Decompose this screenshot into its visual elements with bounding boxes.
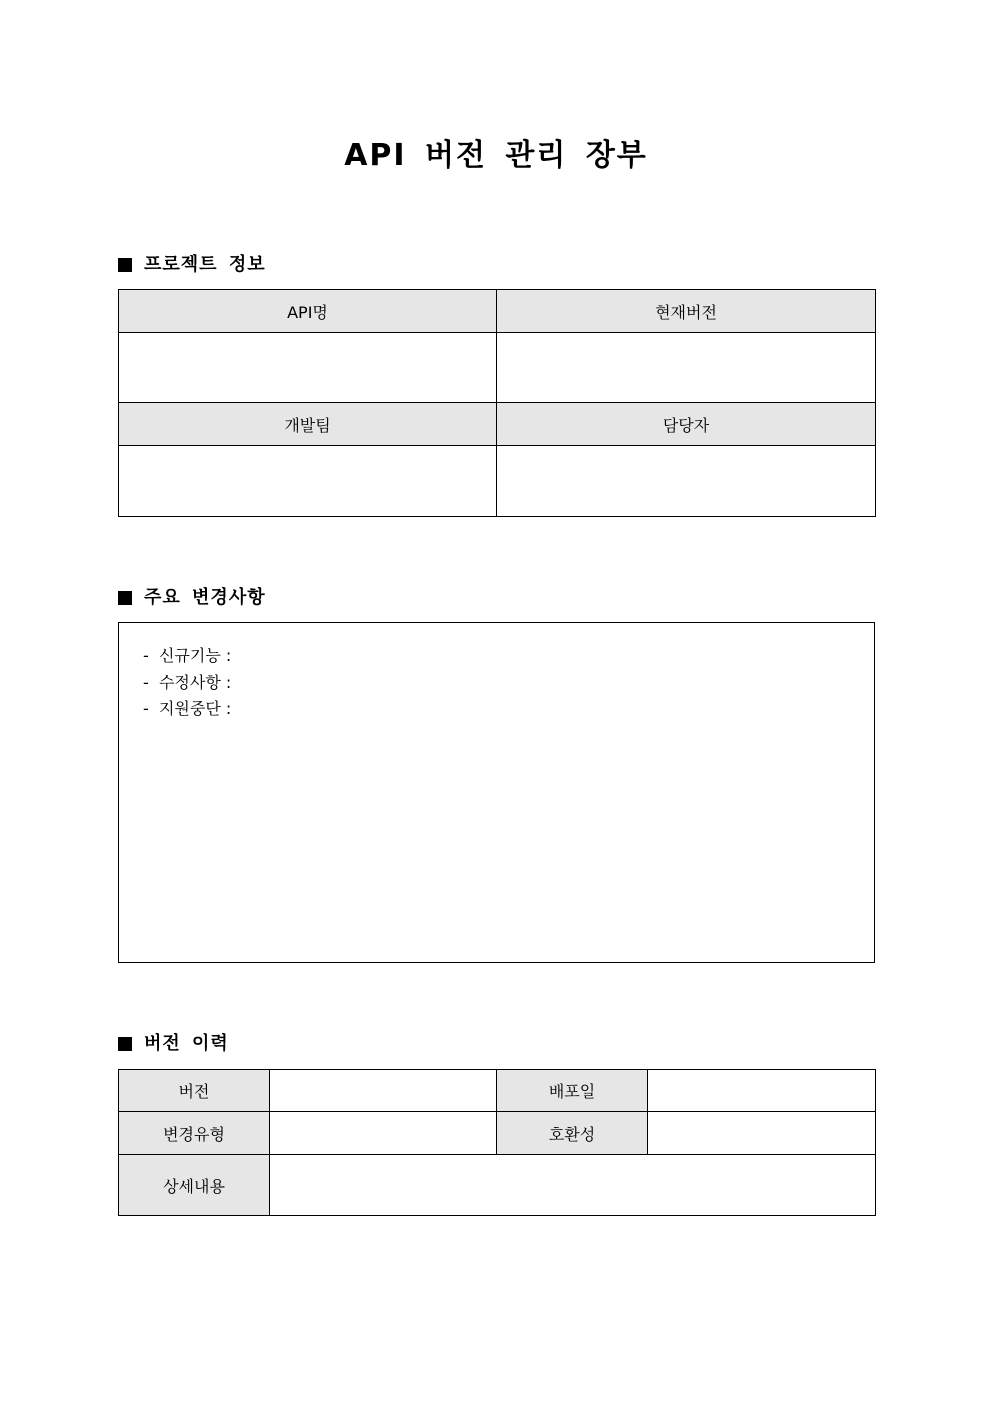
change-type-field[interactable] xyxy=(270,1112,497,1155)
section-heading-project xyxy=(118,253,266,277)
section-heading-history xyxy=(118,1032,229,1056)
dev-team-field[interactable] xyxy=(119,446,497,517)
page-title: API 버전 관리 장부 xyxy=(344,138,648,173)
version-history-table xyxy=(118,1069,876,1216)
changes-list xyxy=(119,623,874,723)
square-bullet-icon xyxy=(118,591,132,605)
release-date-field[interactable] xyxy=(648,1070,876,1112)
list-item: - 수정사항 : xyxy=(143,672,232,692)
compatibility-field[interactable] xyxy=(648,1112,876,1155)
section-heading-label: 버전 이력 xyxy=(144,1033,229,1054)
section-heading-label: 프로젝트 정보 xyxy=(144,254,266,275)
manager-field[interactable] xyxy=(497,446,876,517)
current-version-label: 현재버전 xyxy=(497,290,876,333)
change-type-label: 변경유형 xyxy=(119,1112,270,1155)
list-item: - 지원중단 : xyxy=(143,699,232,718)
details-label: 상세내용 xyxy=(119,1155,270,1216)
manager-label: 담당자 xyxy=(497,403,876,446)
release-date-label: 배포일 xyxy=(497,1070,648,1112)
details-field[interactable] xyxy=(270,1155,876,1216)
changes-box[interactable] xyxy=(118,622,875,963)
square-bullet-icon xyxy=(118,1037,132,1051)
square-bullet-icon xyxy=(118,258,132,272)
project-info-table xyxy=(118,289,876,517)
api-name-label: API명 xyxy=(119,290,497,333)
current-version-field[interactable] xyxy=(497,333,876,403)
list-item: - 신규기능 : xyxy=(143,646,232,665)
version-label: 버전 xyxy=(119,1070,270,1112)
dev-team-label: 개발팀 xyxy=(119,403,497,446)
api-name-field[interactable] xyxy=(119,333,497,403)
section-heading-changes xyxy=(118,586,266,610)
compatibility-label: 호환성 xyxy=(497,1112,648,1155)
version-field[interactable] xyxy=(270,1070,497,1112)
section-heading-label: 주요 변경사항 xyxy=(144,587,266,608)
